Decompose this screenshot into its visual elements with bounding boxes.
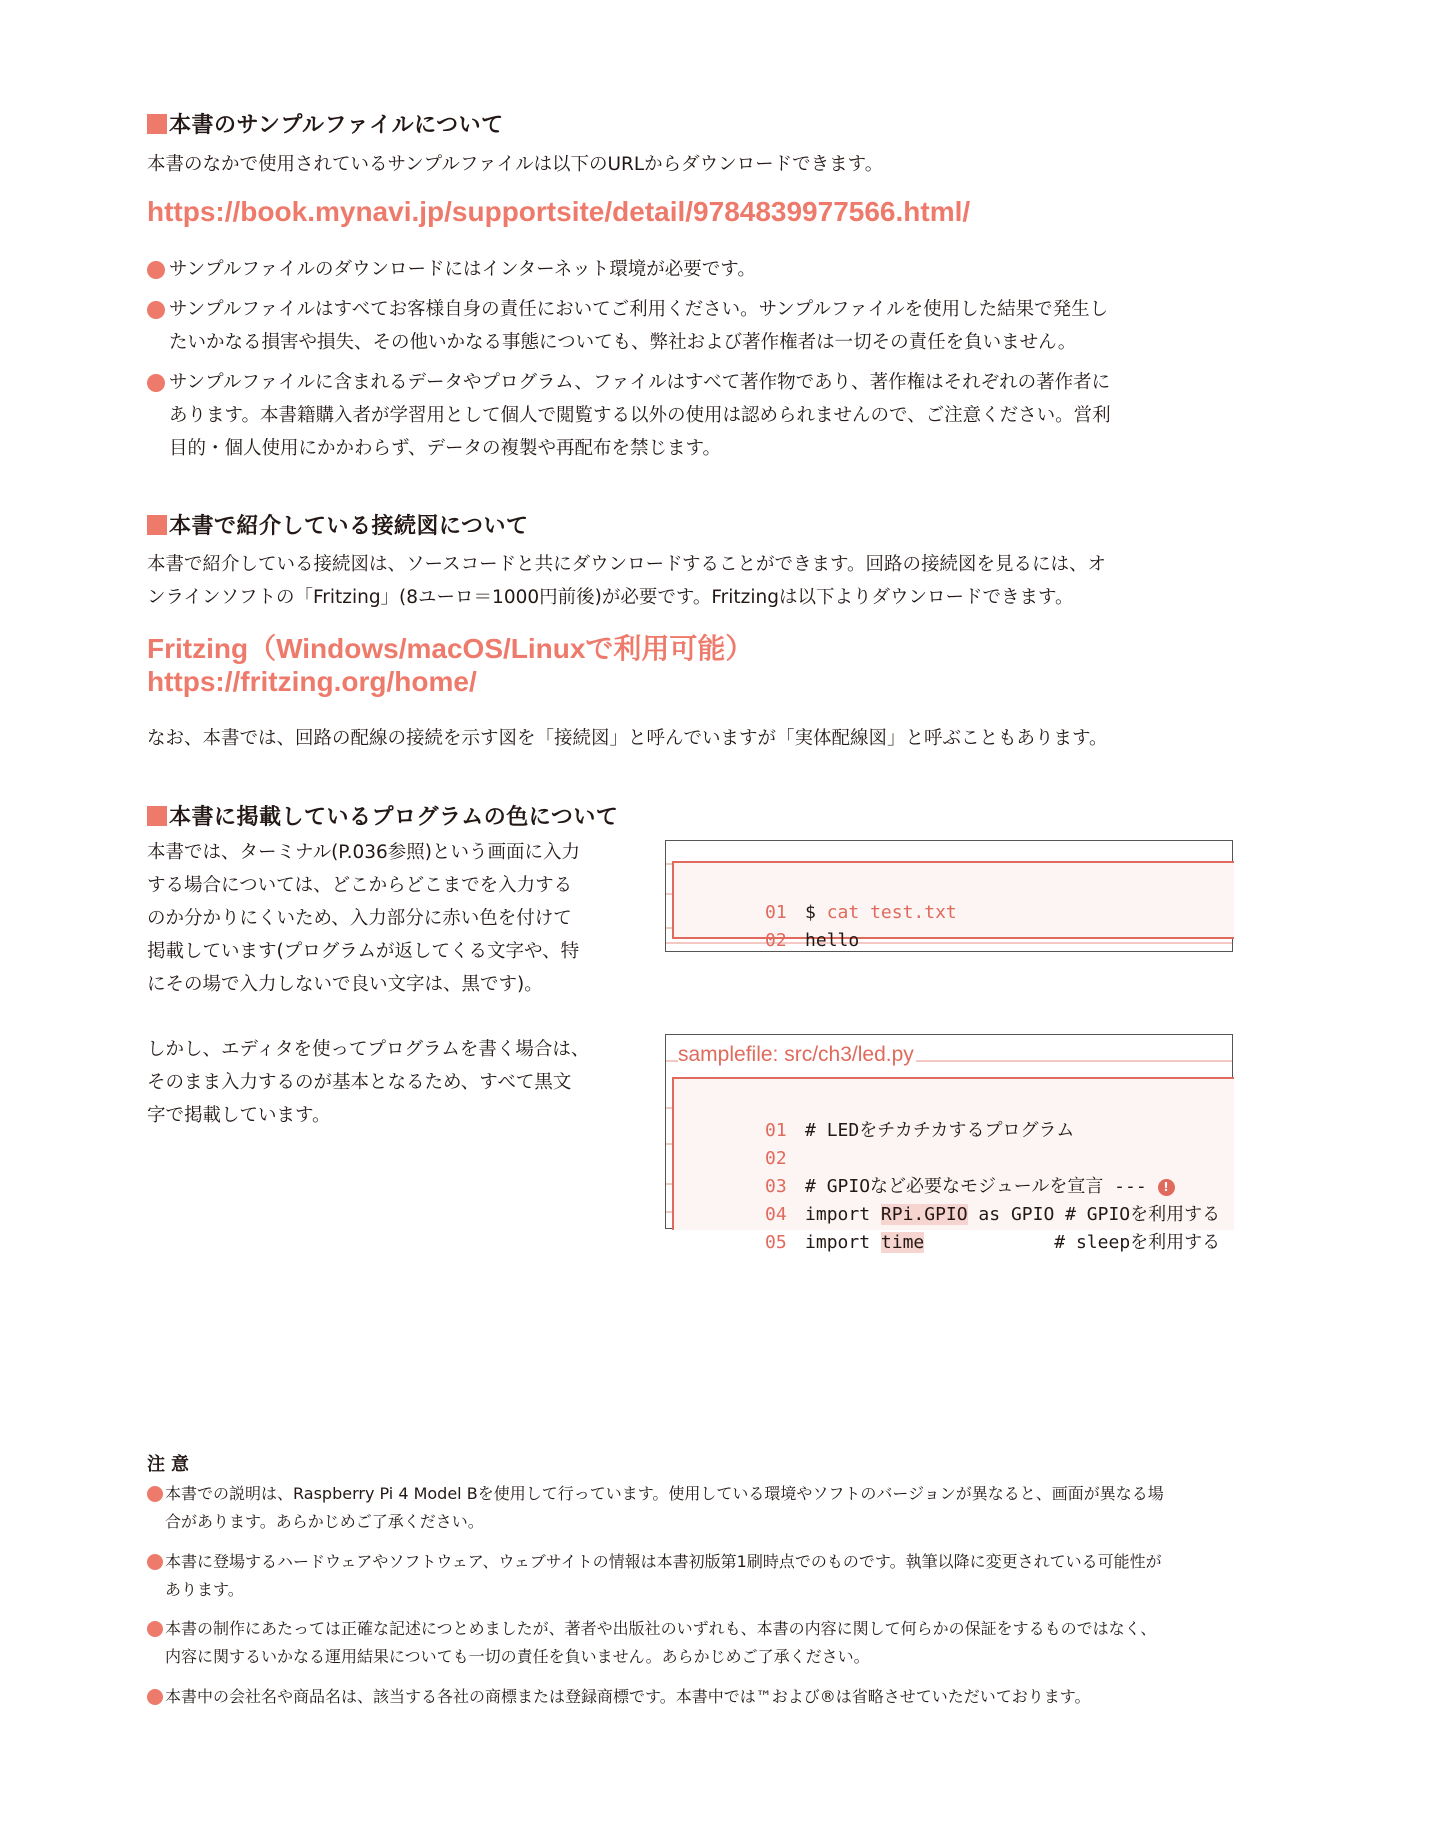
code-line — [700, 1117, 805, 1169]
para-line: しかし、エディタを使ってプログラムを書く場合は、 — [147, 1039, 590, 1060]
sample-bullet — [147, 253, 1257, 286]
heading-text: 本書に掲載しているプログラムの色について — [169, 805, 619, 830]
code-line — [700, 1201, 1221, 1253]
line-number: 04 — [765, 1204, 787, 1225]
fritzing-title: Fritzing（Windows/macOS/Linuxで利用可能） — [147, 633, 754, 664]
bullet-dot-icon — [147, 1486, 163, 1502]
highlighted-code: RPi.GPIO — [880, 1204, 968, 1225]
sample-files-url-link[interactable]: https://book.mynavi.jp/supportsite/detail/9784839977566.html/ — [147, 196, 971, 227]
para-line: 本書では、ターミナル(P.036参照)という画面に入力 — [147, 842, 580, 863]
bullet-line: サンプルファイルはすべてお客様自身の責任においてご利用ください。サンプルファイルを使用した結果で発生し — [169, 299, 1109, 320]
code-text: # LEDをチカチカするプログラム — [805, 1120, 1075, 1141]
note-item — [147, 1683, 1257, 1711]
color-para-1 — [147, 836, 580, 1001]
bullet-line: サンプルファイルに含まれるデータやプログラム、ファイルはすべて著作物であり、著作権はそれぞれの著作者に — [169, 372, 1111, 393]
heading-text: 本書で紹介している接続図について — [169, 514, 529, 539]
line-number: 01 — [765, 1120, 787, 1141]
code-line — [700, 899, 860, 951]
line-number: 03 — [765, 1176, 787, 1197]
para-line: そのまま入力するのが基本となるため、すべて黒文 — [147, 1072, 572, 1093]
diagram-note: なお、本書では、回路の配線の接続を示す図を「接続図」と呼んでいますが「実体配線図」と呼ぶこともあります。 — [147, 728, 1108, 749]
heading-square-icon — [147, 114, 167, 134]
line-number: 05 — [765, 1232, 787, 1253]
bullet-dot-icon — [147, 374, 165, 392]
code-text: # sleepを利用する — [924, 1232, 1221, 1253]
code-text: # GPIOなど必要なモジュールを宣言 --- — [805, 1176, 1158, 1197]
code-line — [700, 1089, 1075, 1141]
bullet-line: 目的・個人使用にかかわらず、データの複製や再配布を禁じます。 — [169, 438, 722, 459]
bullet-dot-icon — [147, 301, 165, 319]
bullet-dot-icon — [147, 261, 165, 279]
editor-example — [665, 1034, 1233, 1253]
bullet-line: サンプルファイルのダウンロードにはインターネット環境が必要です。 — [169, 259, 756, 280]
code-line — [700, 1145, 1175, 1197]
color-para-2 — [147, 1033, 589, 1132]
code-line — [700, 1173, 1221, 1225]
editor-code-area — [672, 1077, 1234, 1253]
note-item — [147, 1615, 1257, 1671]
note-line: 本書での説明は、Raspberry Pi 4 Model Bを使用して行っています。使用している環境やソフトのバージョンが異なると、画面が異なる場 — [165, 1484, 1164, 1503]
heading-square-icon — [147, 515, 167, 535]
terminal-example — [665, 840, 1233, 952]
diagram-intro-line: ンラインソフトの「Fritzing」(8ユーロ＝1000円前後)が必要です。Fritzingは以下よりダウンロードできます。 — [147, 587, 1074, 608]
sample-files-heading — [147, 108, 504, 139]
bullet-line: たいかなる損害や損失、その他いかなる事態についても、弊社および著作権者は一切その責任を負いません。 — [169, 332, 1077, 353]
para-line: する場合については、どこからどこまでを入力する — [147, 875, 573, 896]
note-line: 本書に登場するハードウェアやソフトウェア、ウェブサイトの情報は本書初版第1刷時点でのものです。執筆以降に変更されている可能性が — [165, 1552, 1162, 1571]
input-command: cat test.txt — [826, 902, 957, 923]
diagram-heading — [147, 509, 529, 540]
sample-files-intro: 本書のなかで使用されているサンプルファイルは以下のURLからダウンロードできます。 — [147, 154, 884, 175]
note-item — [147, 1480, 1257, 1536]
code-text: import — [805, 1232, 881, 1253]
bullet-dot-icon — [147, 1554, 163, 1570]
bullet-dot-icon — [147, 1621, 163, 1637]
para-line: にその場で入力しないで良い文字は、黒です)。 — [147, 974, 543, 995]
highlighted-code: time — [880, 1232, 925, 1253]
note-item — [147, 1548, 1257, 1604]
sample-filename: samplefile: src/ch3/led.py — [678, 1043, 914, 1066]
line-number: 02 — [765, 930, 787, 951]
heading-text: 本書のサンプルファイルについて — [169, 113, 504, 138]
para-line: のか分かりにくいため、入力部分に赤い色を付けて — [147, 908, 572, 929]
bullet-line: あります。本書籍購入者が学習用として個人で閲覧する以外の使用は認められませんので、ご注意ください。営利 — [169, 405, 1111, 426]
sample-bullet — [147, 366, 1257, 465]
note-line: 合があります。あらかじめご了承ください。 — [165, 1512, 484, 1531]
line-number: 01 — [765, 902, 787, 923]
code-text: import — [805, 1204, 881, 1225]
note-line: 内容に関するいかなる運用結果についても一切の責任を負いません。あらかじめご了承ください。 — [165, 1647, 870, 1666]
bullet-dot-icon — [147, 1689, 163, 1705]
color-heading — [147, 800, 618, 831]
note-line: 本書中の会社名や商品名は、該当する各社の商標または登録商標です。本書中では™および®は省略させていただいております。 — [165, 1687, 1091, 1706]
line-number: 02 — [765, 1148, 787, 1169]
note-badge-icon: ! — [1158, 1179, 1175, 1196]
code-text: as GPIO # GPIOを利用する — [967, 1204, 1221, 1225]
prompt: $ — [805, 902, 827, 923]
output-text: hello — [805, 930, 860, 951]
notes-heading: 注意 — [147, 1454, 195, 1475]
code-line — [700, 871, 957, 923]
terminal-code-area — [672, 861, 1234, 951]
para-line: 字で掲載しています。 — [147, 1105, 331, 1126]
para-line: 掲載しています(プログラムが返してくる文字や、特 — [147, 941, 580, 962]
note-line: あります。 — [165, 1580, 244, 1599]
diagram-intro-line: 本書で紹介している接続図は、ソースコードと共にダウンロードすることができます。回路の接続図を見るには、オ — [147, 554, 1107, 575]
fritzing-url-link[interactable]: https://fritzing.org/home/ — [147, 666, 477, 697]
sample-bullet — [147, 293, 1257, 359]
note-line: 本書の制作にあたっては正確な記述につとめましたが、著者や出版社のいずれも、本書の内容に関して何らかの保証をするものではなく、 — [165, 1619, 1157, 1638]
heading-square-icon — [147, 806, 167, 826]
